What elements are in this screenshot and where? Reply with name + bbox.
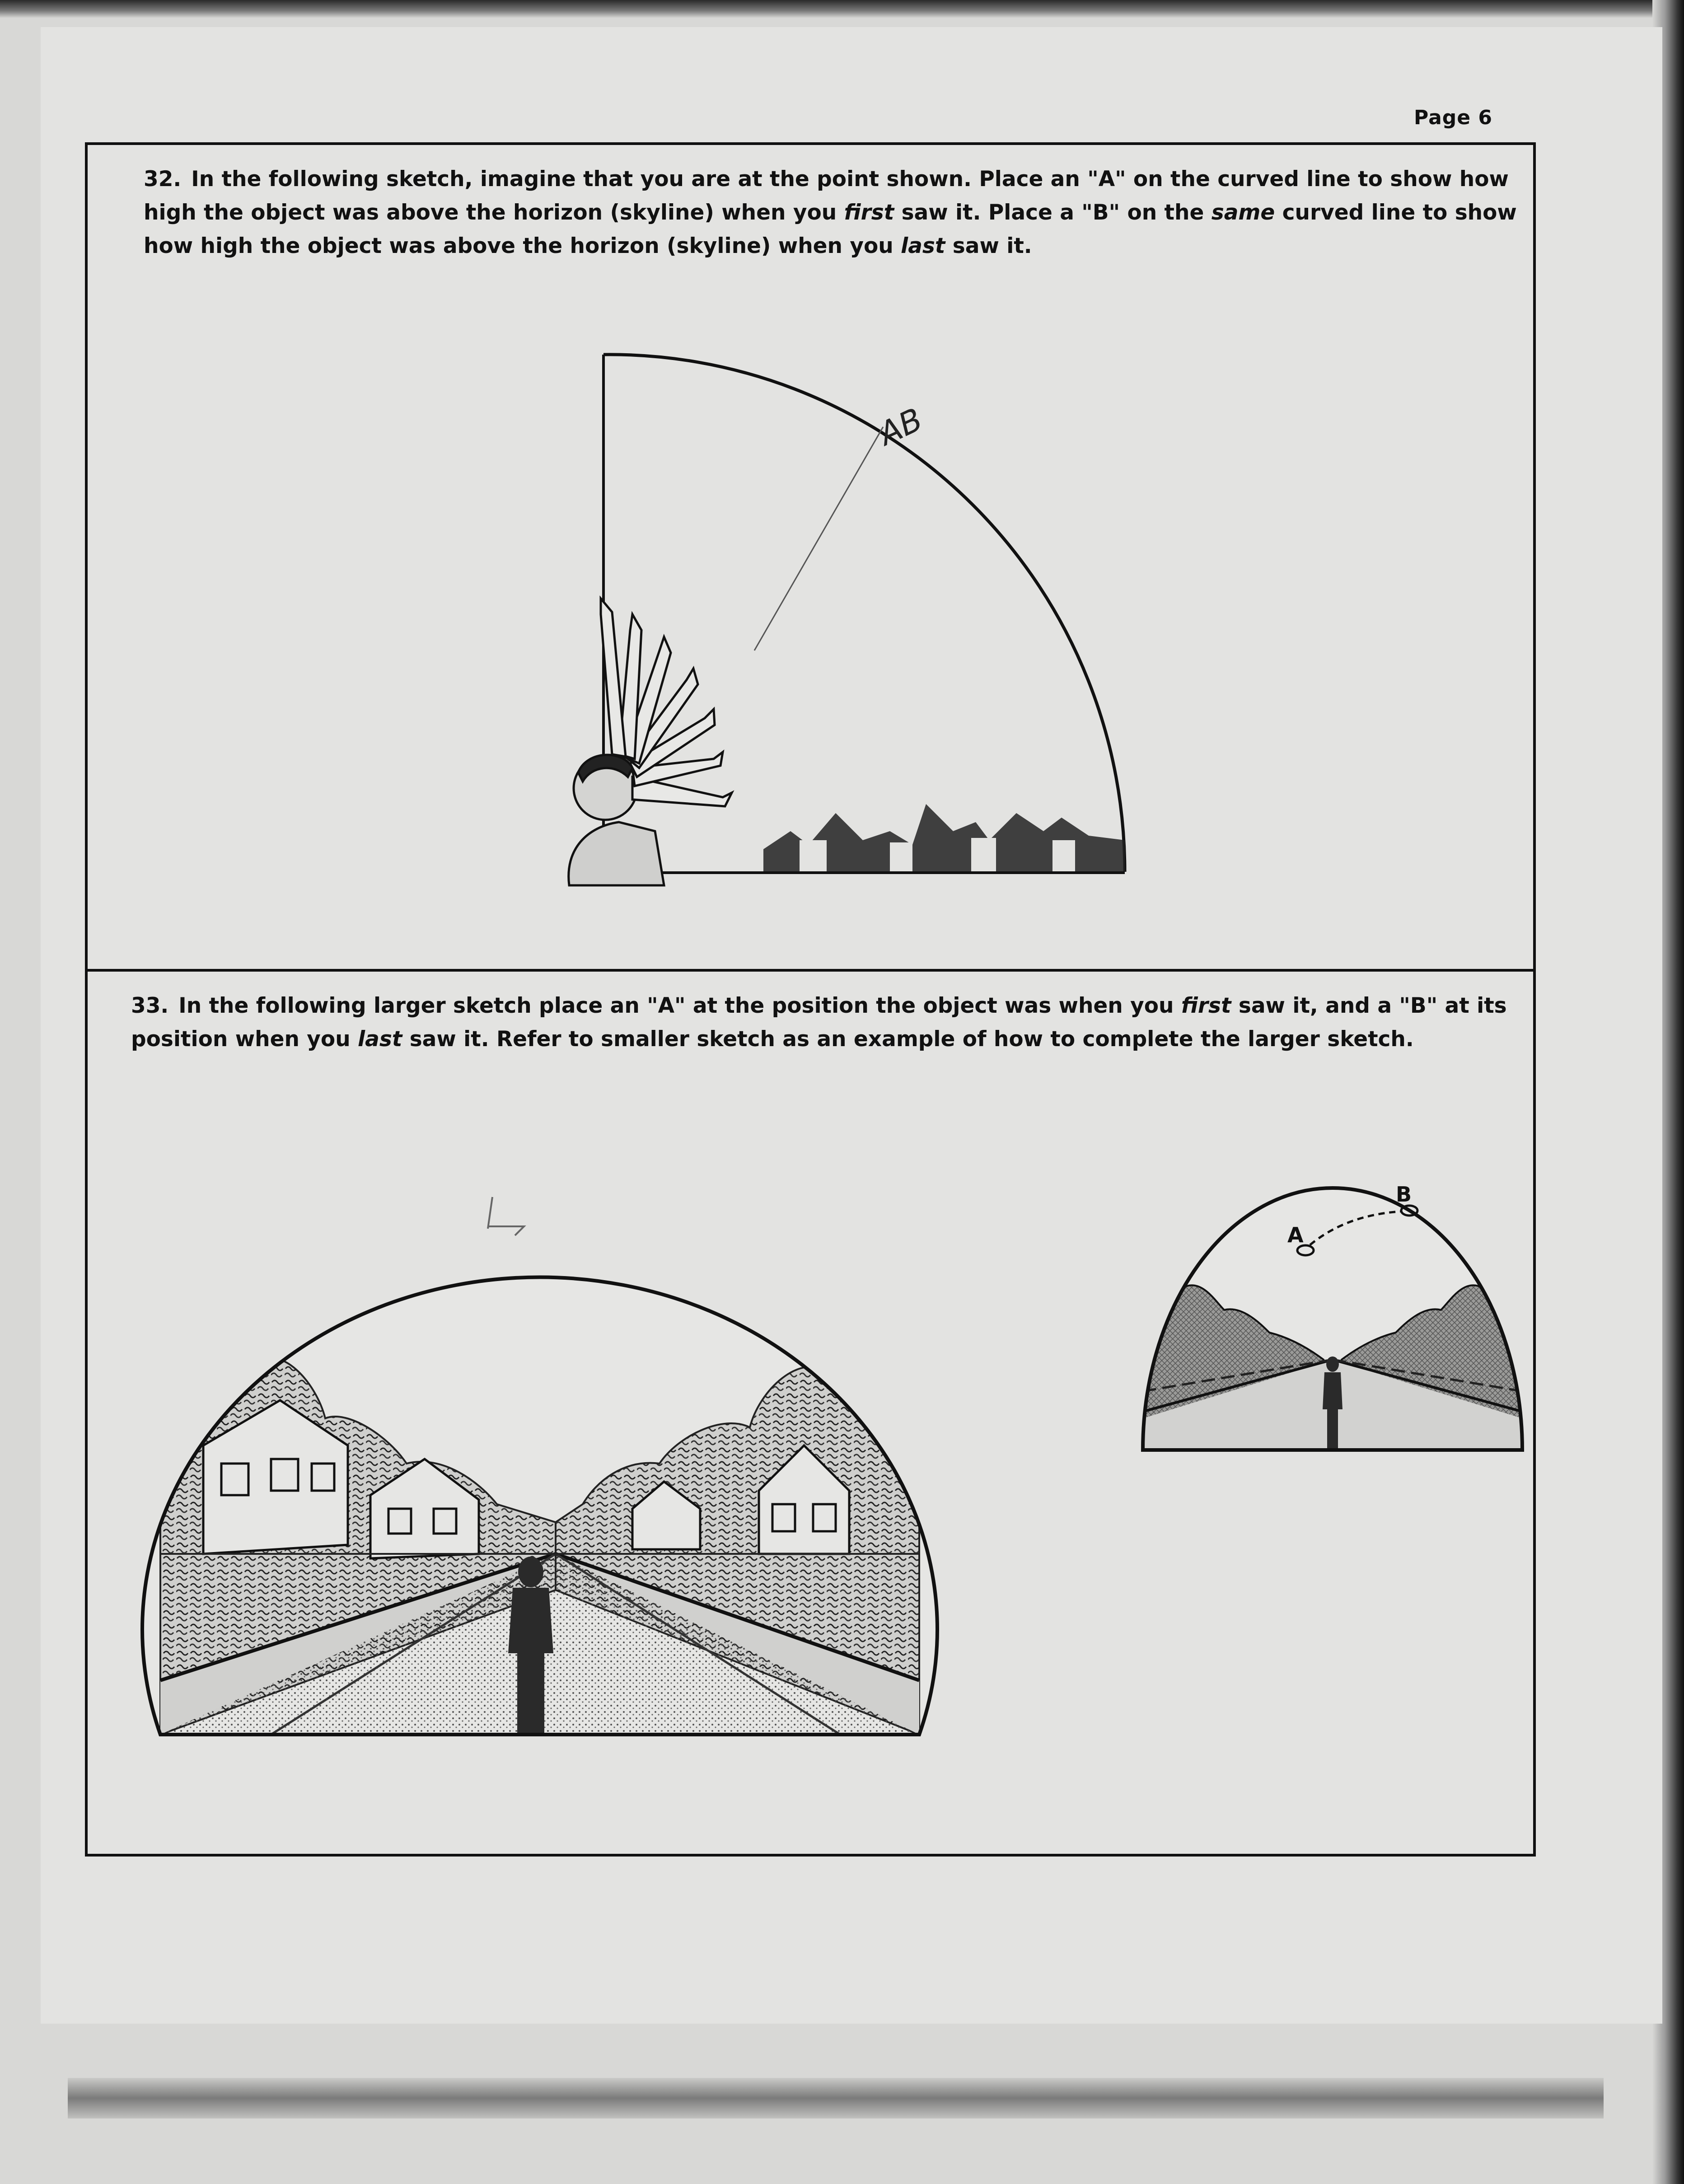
label-b: B [1396, 1182, 1412, 1207]
sketch-32 [519, 343, 1161, 890]
scan-edge-bottom [68, 2078, 1604, 2119]
section-divider [85, 969, 1536, 972]
skyline-houses [763, 804, 1125, 872]
scan-edge-top [0, 0, 1684, 18]
small-example-sketch [1129, 1165, 1536, 1464]
page-number: Page 6 [1414, 106, 1493, 129]
question-33-number: 33. [131, 993, 169, 1018]
label-a: A [1287, 1223, 1304, 1247]
question-33-text: 33. In the following larger sketch place an "A" at the position the object was when you first saw it, and a "B" at its position when you last saw it. Refer to smaller sketch as an example of how to complete the larger sketch. [131, 993, 1507, 1052]
question-32-text: 32. In the following sketch, imagine that you are at the point shown. Place an "A" on the curved line to show how high the object was above the horizon (skyline) when you first saw it. Place a "B" on the same curved line to show how high the object was above the horizon (skyline) when you last saw it. [144, 167, 1517, 258]
handwritten-ab-mark: AB [873, 401, 928, 453]
stray-mark [488, 1197, 524, 1235]
sight-line [754, 427, 883, 650]
question-32-number: 32. [144, 167, 182, 192]
large-sketch-33[interactable] [136, 1147, 949, 1744]
